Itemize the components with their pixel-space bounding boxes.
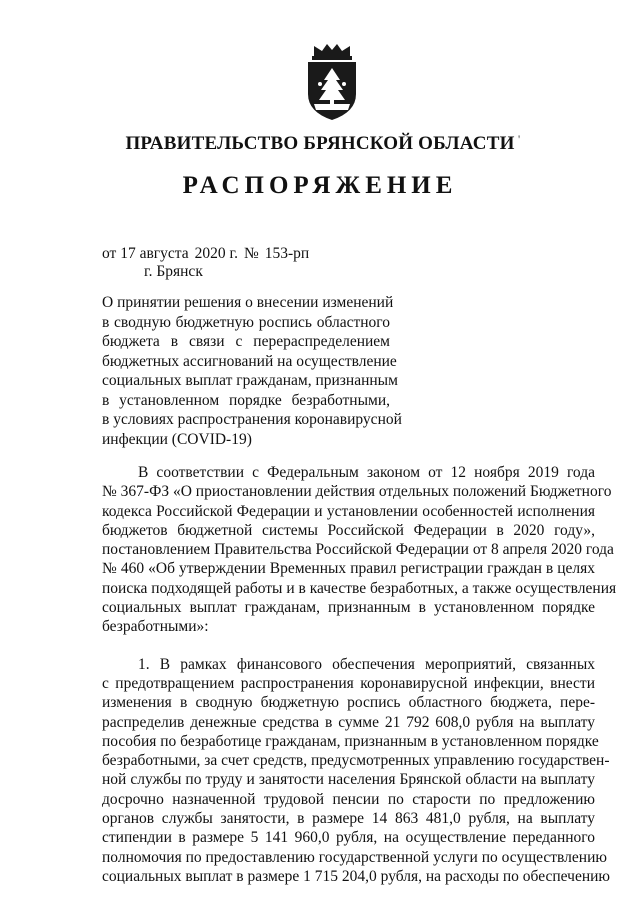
item-line: органов службы занятости, в размере 14 863 481,0 рубля, на выплату bbox=[102, 810, 595, 828]
preamble-line: В соответствии с Федеральным законом от 12 ноября 2019 года bbox=[138, 464, 595, 481]
item-line: пособия по безработице гражданам, признанным в установленном порядке bbox=[102, 732, 599, 750]
paragraph-gap bbox=[102, 637, 595, 655]
item-line: распределив денежные средства в сумме 21 792 608,0 рубля на выплату bbox=[102, 713, 595, 731]
preamble-line: безработными»: bbox=[102, 618, 209, 636]
government-title: ПРАВИТЕЛЬСТВО БРЯНСКОЙ ОБЛАСТИ bbox=[125, 133, 515, 154]
subject-line: бюджета в связи с перераспределением bbox=[102, 333, 390, 350]
subject-line: О принятии решения о внесении изменений bbox=[102, 294, 394, 311]
item-line: с предотвращением распространения коронавирусной инфекции, внести bbox=[102, 674, 595, 692]
subject-line: в установленном порядке безработными, bbox=[102, 391, 390, 409]
document-year: 2020 г. bbox=[194, 245, 238, 262]
bryansk-coat-of-arms-icon bbox=[300, 42, 364, 122]
document-date: от 17 августа bbox=[102, 245, 189, 262]
document-number: 153-рп bbox=[264, 245, 310, 262]
item-line: ной службы по труду и занятости населения Брянской области на выплату bbox=[102, 771, 595, 789]
preamble-line: № 367-ФЗ «О приостановлении действия отдельных положений Бюджетного bbox=[102, 483, 612, 501]
item-line: изменения в сводную бюджетную роспись областного бюджета, пере- bbox=[102, 694, 595, 712]
preamble-line: социальных выплат гражданам, признанным в установленном порядке bbox=[102, 599, 595, 617]
item-line: досрочно назначенной трудовой пенсии по старости по предложению bbox=[102, 790, 595, 808]
item-line: безработными, за счет средств, предусмотренных управлению государствен- bbox=[102, 752, 610, 770]
document-city: г. Брянск bbox=[144, 263, 203, 280]
item-line: стипендии в размере 5 141 960,0 рубля, на осуществление переданного bbox=[102, 829, 595, 847]
document-subject bbox=[102, 293, 402, 449]
item-line: 1. В рамках финансового обеспечения мероприятий, связанных bbox=[138, 655, 595, 673]
preamble-line: кодекса Российской Федерации и установлении особенностей исполнения bbox=[102, 502, 595, 520]
subject-line: в условиях распространения коронавирусной bbox=[102, 411, 402, 428]
subject-line: бюджетных ассигнований на осуществление bbox=[102, 352, 397, 370]
preamble-line: постановлением Правительства Российской Федерации от 8 апреля 2020 года bbox=[102, 541, 614, 559]
item-line: социальных выплат в размере 1 715 204,0 рубля, на расходы по обеспечению bbox=[102, 867, 611, 885]
number-sign: № bbox=[243, 245, 259, 262]
subject-line: социальных выплат гражданам, признанным bbox=[102, 372, 398, 389]
preamble-line: поиска подходящей работы и в качестве безработных, а также осуществления bbox=[102, 579, 617, 597]
preamble-line: № 460 «Об утверждении Временных правил регистрации граждан в целях bbox=[102, 560, 595, 578]
document-type-title: РАСПОРЯЖЕНИЕ bbox=[182, 172, 458, 199]
document-body bbox=[102, 463, 617, 886]
subject-line: в сводную бюджетную роспись областного bbox=[102, 313, 390, 331]
preamble-line: бюджетов бюджетной системы Российской Федерации в 2020 году», bbox=[102, 521, 595, 539]
document-date-number bbox=[102, 245, 309, 263]
item-line: полномочия по предоставлению государственной услуги по осуществлению bbox=[102, 848, 607, 866]
scan-mark: ' bbox=[518, 132, 521, 146]
subject-line: инфекции (COVID-19) bbox=[102, 430, 252, 448]
